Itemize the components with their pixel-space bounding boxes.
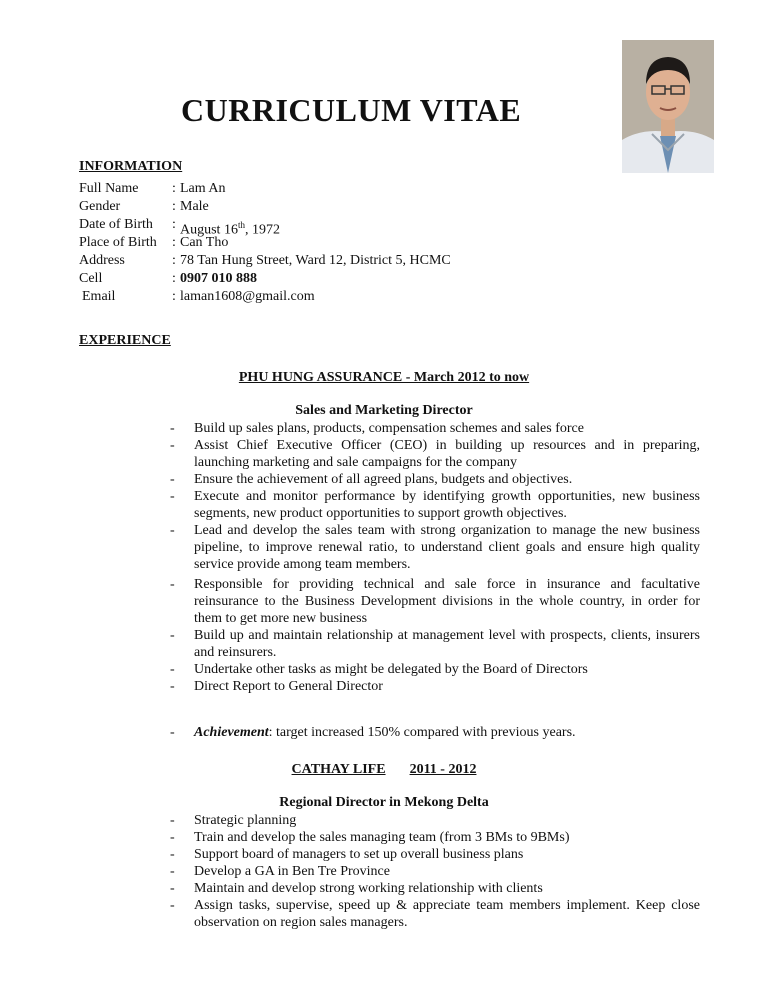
dash-bullet: - <box>170 421 175 436</box>
list-item-text: Maintain and develop strong working relationship with clients <box>194 881 543 896</box>
dash-bullet: - <box>170 725 175 740</box>
list-item <box>170 661 700 678</box>
info-value: 78 Tan Hung Street, Ward 12, District 5, HCMC <box>180 253 451 268</box>
info-label: Full Name <box>79 181 139 196</box>
list-item-text: Direct Report to General Director <box>194 679 383 694</box>
list-item <box>170 897 700 931</box>
list-item <box>170 846 700 863</box>
info-label: Place of Birth <box>79 235 157 250</box>
page-title: CURRICULUM VITAE <box>181 92 522 128</box>
info-row-address <box>79 252 451 270</box>
info-label: Address <box>79 253 125 268</box>
list-item <box>170 576 700 627</box>
cell-number: 0907 010 888 <box>180 271 257 286</box>
achievement-text: : target increased 150% compared with previous years. <box>268 725 576 740</box>
list-item-text: Build up sales plans, products, compensation schemes and sales force <box>194 421 584 436</box>
info-value <box>180 270 257 288</box>
list-item-text: Ensure the achievement of all agreed plans, budgets and objectives. <box>194 472 573 487</box>
job2-company-heading <box>0 761 768 779</box>
info-value: Lam An <box>180 181 226 196</box>
profile-photo <box>622 40 714 173</box>
info-value: Male <box>180 199 209 214</box>
info-separator: : <box>172 235 176 250</box>
info-value: Can Tho <box>180 235 229 250</box>
list-item <box>170 678 700 695</box>
job1-responsibilities-list <box>170 420 700 695</box>
job2-responsibilities-list <box>170 812 700 931</box>
info-separator: : <box>172 271 176 286</box>
info-label: Date of Birth <box>79 217 153 232</box>
list-item-text: Lead and develop the sales team with strong organization to manage the new business pipeline, to improve renewal ratio, to understand client goals and ensure high quality service provide among team members. <box>194 523 700 572</box>
dash-bullet: - <box>170 813 175 828</box>
experience-heading: EXPERIENCE <box>79 333 171 348</box>
list-item-text: Build up and maintain relationship at management level with prospects, clients, insurers and reinsurers. <box>194 628 700 660</box>
dash-bullet: - <box>170 864 175 879</box>
info-row-cell <box>79 270 451 288</box>
info-separator: : <box>172 181 176 196</box>
information-section <box>79 180 451 306</box>
list-item-text: Execute and monitor performance by identifying growth opportunities, new business segments, new product opportunities to support growth objectives. <box>194 489 700 521</box>
list-item-text: Develop a GA in Ben Tre Province <box>194 864 390 879</box>
dash-bullet: - <box>170 523 175 538</box>
list-item <box>170 420 700 437</box>
info-separator: : <box>172 199 176 214</box>
dash-bullet: - <box>170 577 175 592</box>
job1-role-heading: Sales and Marketing Director <box>295 403 473 418</box>
dash-bullet: - <box>170 847 175 862</box>
info-row-dob <box>79 216 451 238</box>
list-item <box>170 829 700 846</box>
info-separator: : <box>172 217 176 232</box>
dash-bullet: - <box>170 662 175 677</box>
info-value <box>180 216 280 238</box>
dash-bullet: - <box>170 830 175 845</box>
info-separator: : <box>172 289 176 304</box>
info-row-gender <box>79 198 451 216</box>
info-label: Cell <box>79 271 103 286</box>
dash-bullet: - <box>170 679 175 694</box>
info-label: Email <box>82 289 116 304</box>
achievement-item <box>170 724 700 741</box>
list-item <box>170 437 700 471</box>
dash-bullet: - <box>170 472 175 487</box>
dob-suffix: , 1972 <box>244 222 280 238</box>
dash-bullet: - <box>170 628 175 643</box>
list-item <box>170 471 700 488</box>
job1-company-heading: PHU HUNG ASSURANCE - March 2012 to now <box>238 370 530 385</box>
job2-role-heading: Regional Director in Mekong Delta <box>279 795 489 810</box>
list-item <box>170 863 700 880</box>
info-row-full-name <box>79 180 451 198</box>
dash-bullet: - <box>170 881 175 896</box>
list-item-text: Assist Chief Executive Officer (CEO) in building up resources and in preparing, launching marketing and sale campaigns for the company <box>194 438 700 470</box>
achievement-label: Achievement <box>194 725 269 740</box>
dash-bullet: - <box>170 438 175 453</box>
email-value[interactable]: laman1608@gmail.com <box>180 289 315 304</box>
job1-achievement <box>170 724 700 741</box>
info-row-email <box>79 288 451 306</box>
information-heading: INFORMATION <box>79 159 183 174</box>
info-label: Gender <box>79 199 121 214</box>
dash-bullet: - <box>170 898 175 913</box>
job2-period: 2011 - 2012 <box>409 762 477 777</box>
list-item <box>170 522 700 573</box>
list-item-text: Support board of managers to set up overall business plans <box>194 847 524 862</box>
list-item-text: Strategic planning <box>194 813 297 828</box>
list-item-text: Undertake other tasks as might be delegated by the Board of Directors <box>194 662 588 677</box>
list-item <box>170 812 700 829</box>
list-item-text: Train and develop the sales managing team (from 3 BMs to 9BMs) <box>194 830 570 845</box>
job2-company: CATHAY LIFE <box>291 762 386 777</box>
dob-prefix: August 16 <box>180 222 238 238</box>
list-item <box>170 488 700 522</box>
info-separator: : <box>172 253 176 268</box>
dob-sup: th <box>237 220 245 230</box>
dash-bullet: - <box>170 489 175 504</box>
list-item <box>170 880 700 897</box>
person-photo-icon <box>622 40 714 173</box>
list-item-text: Responsible for providing technical and sale force in insurance and facultative reinsurance to the Business Development divisions in the whole country, in order for them to get more new business <box>194 577 700 626</box>
list-item <box>170 627 700 661</box>
list-item-text: Assign tasks, supervise, speed up & appreciate team members implement. Keep close observation on region sales managers. <box>194 898 700 930</box>
